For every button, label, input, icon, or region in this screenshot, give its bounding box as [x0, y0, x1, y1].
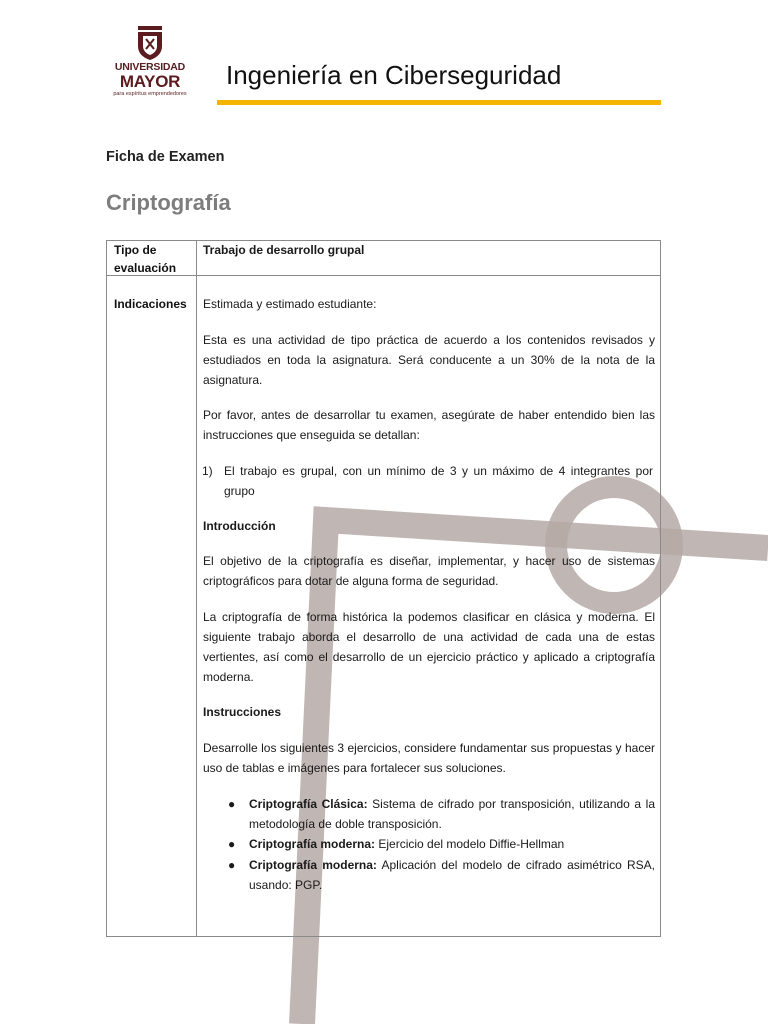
numbered-list-item: [202, 461, 653, 501]
introduccion-paragraph-1: El objetivo de la criptografía es diseñar, implementar, y hacer uso de sistemas criptográficos para dotar de alguna forma de seguridad.: [203, 554, 655, 588]
evaluation-type-value: Trabajo de desarrollo grupal: [203, 243, 365, 257]
bullet-item: ● Criptografía moderna: Aplicación del modelo de cifrado asimétrico RSA, usando: PGP.: [249, 855, 655, 895]
introduccion-paragraph-2: La criptografía de forma histórica la podemos clasificar en clásica y moderna. El siguiente trabajo aborda el desarrollo de una actividad de cada una de estas vertientes, así como el desarrollo de un ejercicio práctico y aplicado a criptografía moderna.: [203, 610, 655, 684]
header-divider: [217, 100, 661, 105]
shield-icon: [135, 26, 165, 60]
instrucciones-heading: Instrucciones: [203, 705, 282, 719]
introduccion-heading: Introducción: [203, 519, 276, 533]
document-type: Ficha de Examen: [106, 149, 225, 165]
evaluation-type-label: Tipo de evaluación: [114, 243, 177, 275]
program-title: Ingeniería en Ciberseguridad: [226, 60, 562, 90]
table-column-divider: [196, 241, 197, 936]
intro-paragraph: Esta es una actividad de tipo práctica de acuerdo a los contenidos revisados y estudiados en toda la asignatura. Será conducente a un 30% de la nota de la asignatura.: [203, 333, 655, 387]
course-title: Criptografía: [106, 190, 231, 215]
greeting: Estimada y estimado estudiante:: [203, 297, 377, 311]
bullet-icon: ●: [228, 837, 236, 851]
list-item-text: El trabajo es grupal, con un mínimo de 3 y un máximo de 4 integrantes por grupo: [224, 464, 653, 498]
bullet-icon: ●: [228, 797, 236, 811]
instrucciones-paragraph: Desarrolle los siguientes 3 ejercicios, considere fundamentar sus propuestas y hacer uso de tablas e imágenes para fortalecer sus soluciones.: [203, 741, 655, 775]
list-number: 1): [202, 464, 213, 478]
logo-university-text: UNIVERSIDAD: [114, 61, 186, 73]
table-row-divider: [107, 275, 660, 276]
bullet-item: ● Criptografía moderna: Ejercicio del modelo Diffie-Hellman: [249, 834, 655, 854]
indications-label: Indicaciones: [114, 297, 187, 311]
exam-table: [106, 240, 661, 937]
university-logo: [104, 26, 196, 106]
logo-mayor-text: MAYOR: [119, 72, 181, 91]
bullet-item: ● Criptografía Clásica: Sistema de cifrado por transposición, utilizando a la metodología de doble transposición.: [249, 794, 655, 834]
logo-tagline: para espíritus emprendedores: [113, 91, 187, 97]
instructions-paragraph: Por favor, antes de desarrollar tu examen, asegúrate de haber entendido bien las instrucciones que enseguida se detallan:: [203, 408, 655, 442]
bullet-icon: ●: [228, 858, 236, 872]
